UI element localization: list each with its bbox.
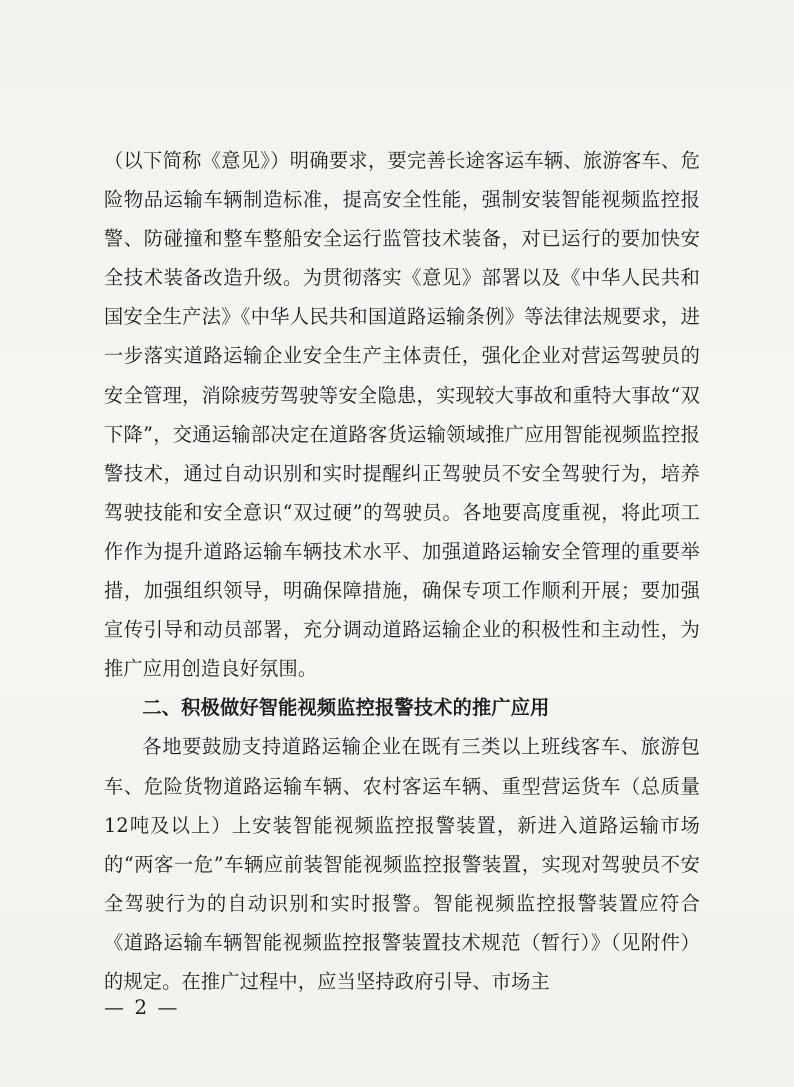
page-number: — 2 — (104, 995, 180, 1019)
paragraph-continuation: （以下简称《意见》）明确要求，要完善长途客运车辆、旅游客车、危险物品运输车辆制造标准，提高安全性能，强制安装智能视频监控报警、防碰撞和整车整船安全运行监管技术装备，对已运行的要加快安全技术装备改造升级。为贯彻落实《意见》部署以及《中华人民共和国安全生产法》《中华人民共和国道路运输条例》等法律法规要求，进一步落实道路运输企业安全生产主体责任，强化企业对营运驾驶员的安全管理，消除疲劳驾驶等安全隐患，实现较大事故和重特大事故“双下降”，交通运输部决定在道路客货运输领域推广应用智能视频监控报警技术，通过自动识别和实时提醒纠正驾驶员不安全驾驶行为，培养驾驶技能和安全意识“双过硬”的驾驶员。各地要高度重视，将此项工作作为提升道路运输车辆技术水平、加强道路运输安全管理的重要举措，加强组织领导，明确保障措施，确保专项工作顺利开展；要加强宣传引导和动员部署，充分调动道路运输企业的积极性和主动性，为推广应用创造良好氛围。 (104, 149, 700, 681)
document-body (104, 141, 700, 1001)
paragraph: 各地要鼓励支持道路运输企业在既有三类以上班线客车、旅游包车、危险货物道路运输车辆、农村客运车辆、重型营运货车（总质量12吨及以上）上安装智能视频监控报警装置，新进入道路运输市场的“两客一危”车辆应前装智能视频监控报警装置，实现对驾驶员不安全驾驶行为的自动识别和实时报警。智能视频监控报警装置应符合《道路运输车辆智能视频监控报警装置技术规范（暂行）》（见附件）的规定。在推广过程中，应当坚持政府引导、市场主 (104, 735, 700, 993)
section-heading: 二、积极做好智能视频监控报警技术的推广应用 (142, 696, 550, 720)
